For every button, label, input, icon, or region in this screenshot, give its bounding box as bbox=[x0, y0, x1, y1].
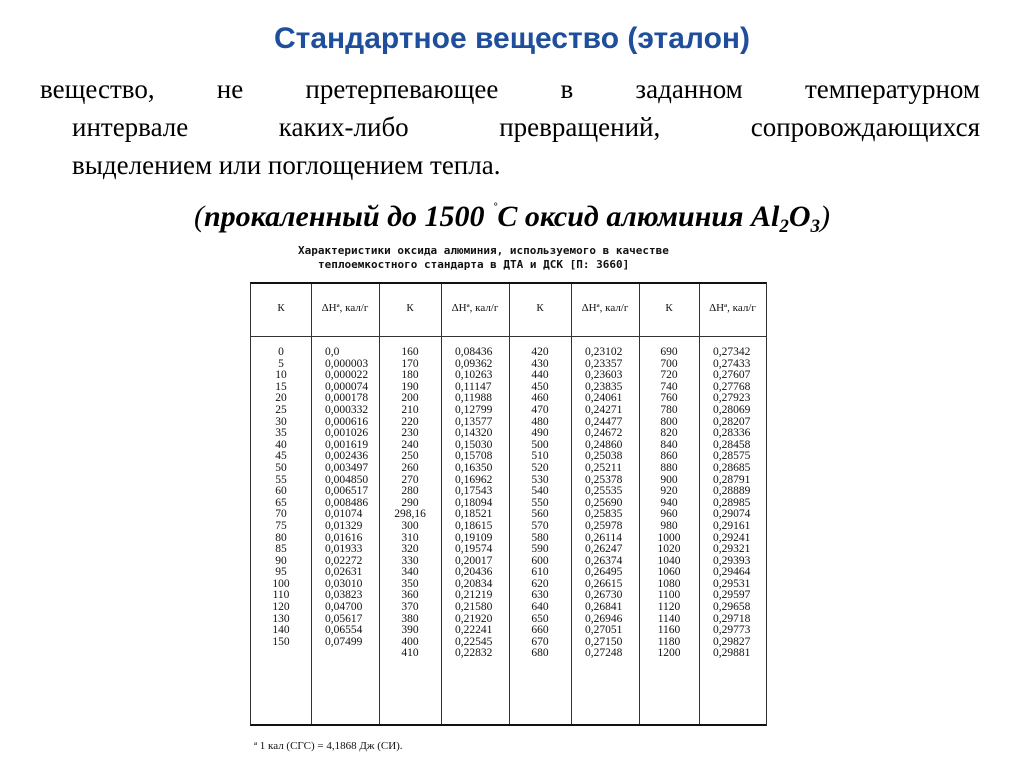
enthalpy-column-2 bbox=[441, 284, 509, 724]
table-cell-enthalpy: 0,29718 bbox=[713, 612, 751, 625]
table-cell-enthalpy: 0,25211 bbox=[585, 461, 622, 474]
k-cells-4 bbox=[639, 347, 699, 660]
table-cell-temperature: 90 bbox=[275, 554, 287, 567]
table-cell-temperature: 560 bbox=[531, 508, 549, 521]
table-cell-enthalpy: 0,26946 bbox=[585, 612, 623, 625]
table-cell-enthalpy: 0,27051 bbox=[585, 624, 623, 637]
header-k-2: К bbox=[406, 302, 414, 314]
table-cell-enthalpy: 0,29393 bbox=[713, 554, 751, 567]
table-cell-temperature: 280 bbox=[401, 485, 419, 498]
table-cell-enthalpy: 0,29597 bbox=[713, 589, 751, 602]
k-column-3 bbox=[509, 284, 571, 724]
table-cell-temperature: 290 bbox=[401, 496, 419, 509]
table-cell-enthalpy: 0,21580 bbox=[455, 601, 493, 614]
table-cell-enthalpy: 0,29321 bbox=[713, 543, 751, 556]
table-cell-temperature: 20 bbox=[275, 392, 287, 405]
table-caption bbox=[298, 244, 738, 272]
table-cell-temperature: 150 bbox=[272, 635, 290, 648]
table-cell-temperature: 490 bbox=[531, 427, 549, 440]
table-cell-enthalpy: 0,001619 bbox=[325, 438, 369, 451]
table-cell-temperature: 75 bbox=[275, 519, 287, 532]
table-cell-temperature: 260 bbox=[401, 461, 419, 474]
table-cell-enthalpy: 0,20834 bbox=[455, 577, 493, 590]
table-cell-temperature: 350 bbox=[401, 577, 419, 590]
table-cell-enthalpy: 0,27768 bbox=[713, 380, 751, 393]
table-cell-enthalpy: 0,03010 bbox=[325, 577, 363, 590]
table-cell-temperature: 210 bbox=[401, 403, 419, 416]
table-cell-temperature: 550 bbox=[531, 496, 549, 509]
table-cell-enthalpy: 0,27342 bbox=[713, 346, 751, 358]
table-cell-temperature: 670 bbox=[531, 635, 549, 648]
table-cell-temperature: 690 bbox=[660, 346, 678, 358]
table-cell-enthalpy: 0,004850 bbox=[325, 473, 369, 486]
table-cell-enthalpy: 0,04700 bbox=[325, 601, 363, 614]
formula-c-text: С оксид алюминия Al bbox=[497, 200, 780, 233]
table-cell-temperature: 510 bbox=[531, 450, 549, 463]
table-cell-temperature: 1140 bbox=[657, 612, 681, 625]
table-cell-enthalpy: 0,29161 bbox=[713, 519, 751, 532]
table-cell-temperature: 410 bbox=[401, 647, 419, 660]
table-cell-enthalpy: 0,24672 bbox=[585, 427, 623, 440]
table-cell-temperature: 840 bbox=[660, 438, 678, 451]
table-cell-enthalpy: 0,29658 bbox=[713, 601, 751, 614]
table-cell-enthalpy: 0,11147 bbox=[455, 380, 492, 393]
table-cell-temperature: 880 bbox=[660, 461, 678, 474]
table-cell-enthalpy: 0,28889 bbox=[713, 485, 751, 498]
table-cell-enthalpy: 0,09362 bbox=[455, 357, 493, 370]
table-cell-temperature: 40 bbox=[275, 438, 287, 451]
table-cell-enthalpy: 0,25535 bbox=[585, 485, 623, 498]
table-cell-enthalpy: 0,27150 bbox=[585, 635, 623, 648]
table-cell-temperature: 190 bbox=[401, 380, 419, 393]
table-cell-temperature: 160 bbox=[401, 346, 419, 358]
k-cells-3 bbox=[509, 347, 571, 660]
table-cell-temperature: 340 bbox=[401, 566, 419, 579]
table-cell-temperature: 30 bbox=[275, 415, 287, 428]
table-cell-temperature: 380 bbox=[401, 612, 419, 625]
table-cell-temperature: 760 bbox=[660, 392, 678, 405]
formula-degree: ˚ bbox=[492, 201, 498, 218]
table-cell-temperature: 25 bbox=[275, 403, 287, 416]
header-h-2: ΔHª, кал/г bbox=[451, 302, 499, 314]
slide-title: Стандартное вещество (эталон) bbox=[273, 22, 751, 55]
table-cell-temperature: 940 bbox=[660, 496, 678, 509]
table-cell-temperature: 570 bbox=[531, 519, 549, 532]
table-cell-temperature: 200 bbox=[401, 392, 419, 405]
table-cell-enthalpy: 0,27923 bbox=[713, 392, 751, 405]
table-cell-enthalpy: 0,18094 bbox=[455, 496, 493, 509]
table-cell-enthalpy: 0,14320 bbox=[455, 427, 493, 440]
table-cell-temperature: 100 bbox=[272, 577, 290, 590]
table-cell-enthalpy: 0,26615 bbox=[585, 577, 623, 590]
k-cells-1 bbox=[251, 347, 311, 648]
table-cell-temperature: 1200 bbox=[657, 647, 681, 660]
table-cell-enthalpy: 0,01616 bbox=[325, 531, 363, 544]
table-cell-enthalpy: 0,26114 bbox=[585, 531, 622, 544]
table-cell-temperature: 1160 bbox=[657, 624, 681, 637]
table-cell-enthalpy: 0,000178 bbox=[325, 392, 369, 405]
formula-open-paren: ( bbox=[193, 200, 204, 233]
table-caption-line-1: Характеристики оксида алюминия, используемого в качестве bbox=[298, 244, 669, 257]
table-cell-temperature: 720 bbox=[660, 369, 678, 382]
table-cell-temperature: 300 bbox=[401, 519, 419, 532]
table-cell-enthalpy: 0,28575 bbox=[713, 450, 751, 463]
table-cell-temperature: 140 bbox=[272, 624, 290, 637]
table-cell-enthalpy: 0,18615 bbox=[455, 519, 493, 532]
table-cell-temperature: 600 bbox=[531, 554, 549, 567]
table-cell-temperature: 360 bbox=[401, 589, 419, 602]
table-cell-temperature: 580 bbox=[531, 531, 549, 544]
header-k-4: К bbox=[665, 302, 673, 314]
table-cell-temperature: 520 bbox=[531, 461, 549, 474]
table-cell-enthalpy: 0,28458 bbox=[713, 438, 751, 451]
table-cell-temperature: 95 bbox=[275, 566, 287, 579]
table-cell-enthalpy: 0,21920 bbox=[455, 612, 493, 625]
table-cell-temperature: 800 bbox=[660, 415, 678, 428]
h-cells-4 bbox=[699, 347, 766, 660]
table-cell-enthalpy: 0,24271 bbox=[585, 403, 623, 416]
table-cell-enthalpy: 0,15030 bbox=[455, 438, 493, 451]
table-cell-temperature: 298,16 bbox=[394, 508, 426, 521]
table-cell-temperature: 45 bbox=[275, 450, 287, 463]
table-cell-enthalpy: 0,0 bbox=[325, 346, 340, 358]
table-cell-temperature: 1000 bbox=[657, 531, 681, 544]
table-cell-enthalpy: 0,29827 bbox=[713, 635, 751, 648]
table-cell-temperature: 65 bbox=[275, 496, 287, 509]
table-cell-enthalpy: 0,25835 bbox=[585, 508, 623, 521]
table-cell-enthalpy: 0,29531 bbox=[713, 577, 751, 590]
table-cell-enthalpy: 0,28685 bbox=[713, 461, 751, 474]
table-cell-enthalpy: 0,001026 bbox=[325, 427, 369, 440]
table-cell-enthalpy: 0,01329 bbox=[325, 519, 363, 532]
table-cell-temperature: 590 bbox=[531, 543, 549, 556]
table-cell-enthalpy: 0,26247 bbox=[585, 543, 623, 556]
enthalpy-column-1 bbox=[311, 284, 379, 724]
table-cell-temperature: 310 bbox=[401, 531, 419, 544]
formula-subscript-3: 3 bbox=[810, 216, 821, 237]
table-cell-temperature: 10 bbox=[275, 369, 287, 382]
header-h-4: ΔHª, кал/г bbox=[709, 302, 756, 314]
table-cell-enthalpy: 0,03823 bbox=[325, 589, 363, 602]
alumina-enthalpy-table bbox=[250, 282, 767, 726]
table-cell-enthalpy: 0,29881 bbox=[713, 647, 751, 660]
table-cell-enthalpy: 0,006517 bbox=[325, 485, 369, 498]
table-cell-temperature: 110 bbox=[272, 589, 290, 602]
table-cell-enthalpy: 0,23357 bbox=[585, 357, 623, 370]
k-column-4 bbox=[639, 284, 699, 724]
table-cell-temperature: 180 bbox=[401, 369, 419, 382]
table-cell-temperature: 1080 bbox=[657, 577, 681, 590]
table-cell-enthalpy: 0,01933 bbox=[325, 543, 363, 556]
k-cells-2 bbox=[379, 347, 441, 660]
table-cell-temperature: 860 bbox=[660, 450, 678, 463]
table-cell-temperature: 35 bbox=[275, 427, 287, 440]
table-cell-temperature: 960 bbox=[660, 508, 678, 521]
definition-line-2: интервале каких-либо превращений, сопровождающихся bbox=[72, 112, 980, 142]
table-cell-temperature: 630 bbox=[531, 589, 549, 602]
table-cell-enthalpy: 0,08436 bbox=[455, 346, 493, 358]
table-cell-temperature: 85 bbox=[275, 543, 287, 556]
table-cell-enthalpy: 0,000616 bbox=[325, 415, 369, 428]
table-cell-temperature: 440 bbox=[531, 369, 549, 382]
table-cell-enthalpy: 0,21219 bbox=[455, 589, 493, 602]
table-cell-temperature: 230 bbox=[401, 427, 419, 440]
table-cell-temperature: 540 bbox=[531, 485, 549, 498]
example-formula bbox=[0, 200, 1024, 238]
table-cell-temperature: 15 bbox=[275, 380, 287, 393]
formula-text: прокаленный до 1500 bbox=[203, 200, 493, 233]
table-cell-temperature: 1020 bbox=[657, 543, 681, 556]
table-cell-temperature: 680 bbox=[531, 647, 549, 660]
table-cell-enthalpy: 0,008486 bbox=[325, 496, 369, 509]
table-cell-temperature: 60 bbox=[275, 485, 287, 498]
table-cell-temperature: 660 bbox=[531, 624, 549, 637]
table-cell-temperature: 80 bbox=[275, 531, 287, 544]
table-cell-enthalpy: 0,06554 bbox=[325, 624, 363, 637]
table-cell-temperature: 370 bbox=[401, 601, 419, 614]
table-cell-temperature: 170 bbox=[401, 357, 419, 370]
table-cell-temperature: 420 bbox=[531, 346, 549, 358]
table-cell-enthalpy: 0,19109 bbox=[455, 531, 493, 544]
table-cell-enthalpy: 0,27248 bbox=[585, 647, 623, 660]
table-cell-enthalpy: 0,23102 bbox=[585, 346, 623, 358]
table-cell-enthalpy: 0,02631 bbox=[325, 566, 363, 579]
table-cell-enthalpy: 0,11988 bbox=[455, 392, 492, 405]
formula-close-paren: ) bbox=[820, 200, 831, 233]
table-cell-temperature: 1100 bbox=[657, 589, 681, 602]
table-cell-temperature: 270 bbox=[401, 473, 419, 486]
table-cell-temperature: 500 bbox=[531, 438, 549, 451]
table-caption-line-2: теплоемкостного стандарта в ДТА и ДСК [П: 3660] bbox=[318, 258, 630, 271]
table-cell-temperature: 0 bbox=[278, 346, 284, 358]
formula-oxygen: O bbox=[788, 200, 811, 233]
table-cell-enthalpy: 0,26730 bbox=[585, 589, 623, 602]
table-cell-temperature: 250 bbox=[401, 450, 419, 463]
header-h-3: ΔHª, кал/г bbox=[581, 302, 629, 314]
table-cell-enthalpy: 0,23835 bbox=[585, 380, 623, 393]
table-cell-temperature: 820 bbox=[660, 427, 678, 440]
h-cells-2 bbox=[441, 347, 509, 660]
table-cell-enthalpy: 0,26374 bbox=[585, 554, 623, 567]
table-cell-temperature: 320 bbox=[401, 543, 419, 556]
table-cell-enthalpy: 0,22545 bbox=[455, 635, 493, 648]
table-cell-enthalpy: 0,002436 bbox=[325, 450, 369, 463]
table-cell-temperature: 120 bbox=[272, 601, 290, 614]
header-k-1: К bbox=[277, 302, 285, 314]
table-cell-enthalpy: 0,003497 bbox=[325, 461, 369, 474]
table-cell-enthalpy: 0,000003 bbox=[325, 357, 369, 370]
table-cell-enthalpy: 0,28336 bbox=[713, 427, 751, 440]
header-h-1: ΔHª, кал/г bbox=[321, 302, 369, 314]
table-cell-temperature: 900 bbox=[660, 473, 678, 486]
table-cell-enthalpy: 0,27433 bbox=[713, 357, 751, 370]
table-cell-temperature: 220 bbox=[401, 415, 419, 428]
k-column-1 bbox=[251, 284, 311, 724]
definition-line-3: выделением или поглощением тепла. bbox=[72, 150, 501, 180]
table-cell-temperature: 130 bbox=[272, 612, 290, 625]
table-cell-enthalpy: 0,28791 bbox=[713, 473, 751, 486]
table-cell-enthalpy: 0,000074 bbox=[325, 380, 369, 393]
table-cell-enthalpy: 0,05617 bbox=[325, 612, 363, 625]
table-cell-enthalpy: 0,29773 bbox=[713, 624, 751, 637]
table-cell-temperature: 470 bbox=[531, 403, 549, 416]
table-cell-enthalpy: 0,18521 bbox=[455, 508, 493, 521]
table-cell-enthalpy: 0,29074 bbox=[713, 508, 751, 521]
table-cell-enthalpy: 0,16962 bbox=[455, 473, 493, 486]
table-cell-enthalpy: 0,17543 bbox=[455, 485, 493, 498]
table-cell-temperature: 390 bbox=[401, 624, 419, 637]
table-cell-enthalpy: 0,16350 bbox=[455, 461, 493, 474]
table-cell-temperature: 780 bbox=[660, 403, 678, 416]
table-cell-enthalpy: 0,27607 bbox=[713, 369, 751, 382]
table-cell-temperature: 460 bbox=[531, 392, 549, 405]
table-cell-temperature: 5 bbox=[278, 357, 284, 370]
table-cell-temperature: 740 bbox=[660, 380, 678, 393]
header-k-3: К bbox=[536, 302, 544, 314]
table-cell-temperature: 330 bbox=[401, 554, 419, 567]
table-cell-enthalpy: 0,25978 bbox=[585, 519, 623, 532]
table-cell-enthalpy: 0,28985 bbox=[713, 496, 751, 509]
table-cell-enthalpy: 0,25378 bbox=[585, 473, 623, 486]
table-cell-enthalpy: 0,29464 bbox=[713, 566, 751, 579]
table-cell-enthalpy: 0,23603 bbox=[585, 369, 623, 382]
table-cell-enthalpy: 0,01074 bbox=[325, 508, 363, 521]
table-cell-enthalpy: 0,24477 bbox=[585, 415, 623, 428]
table-cell-enthalpy: 0,29241 bbox=[713, 531, 751, 544]
table-cell-enthalpy: 0,000022 bbox=[325, 369, 369, 382]
table-cell-temperature: 400 bbox=[401, 635, 419, 648]
h-cells-1 bbox=[311, 347, 379, 648]
definition-line-1: вещество, не претерпевающее в заданном температурном bbox=[40, 74, 980, 104]
table-cell-temperature: 450 bbox=[531, 380, 549, 393]
table-cell-enthalpy: 0,24061 bbox=[585, 392, 623, 405]
table-cell-enthalpy: 0,20436 bbox=[455, 566, 493, 579]
table-cell-enthalpy: 0,22832 bbox=[455, 647, 493, 660]
table-cell-enthalpy: 0,26841 bbox=[585, 601, 623, 614]
enthalpy-column-4 bbox=[699, 284, 766, 724]
table-cell-enthalpy: 0,02272 bbox=[325, 554, 363, 567]
table-cell-temperature: 1180 bbox=[657, 635, 681, 648]
table-cell-temperature: 620 bbox=[531, 577, 549, 590]
table-cell-temperature: 240 bbox=[401, 438, 419, 451]
table-cell-enthalpy: 0,22241 bbox=[455, 624, 493, 637]
table-cell-enthalpy: 0,28207 bbox=[713, 415, 751, 428]
table-cell-enthalpy: 0,07499 bbox=[325, 635, 363, 648]
table-cell-temperature: 920 bbox=[660, 485, 678, 498]
table-cell-enthalpy: 0,25038 bbox=[585, 450, 623, 463]
table-cell-enthalpy: 0,13577 bbox=[455, 415, 493, 428]
table-cell-temperature: 1040 bbox=[657, 554, 681, 567]
table-cell-enthalpy: 0,000332 bbox=[325, 403, 369, 416]
table-cell-enthalpy: 0,10263 bbox=[455, 369, 493, 382]
table-cell-enthalpy: 0,24860 bbox=[585, 438, 623, 451]
table-cell-enthalpy: 0,20017 bbox=[455, 554, 493, 567]
definition-text bbox=[40, 70, 980, 184]
table-cell-temperature: 530 bbox=[531, 473, 549, 486]
k-column-2 bbox=[379, 284, 441, 724]
table-cell-enthalpy: 0,12799 bbox=[455, 403, 493, 416]
table-cell-temperature: 700 bbox=[660, 357, 678, 370]
table-cell-temperature: 430 bbox=[531, 357, 549, 370]
table-cell-temperature: 650 bbox=[531, 612, 549, 625]
table-cell-temperature: 610 bbox=[531, 566, 549, 579]
table-cell-enthalpy: 0,19574 bbox=[455, 543, 493, 556]
table-cell-enthalpy: 0,26495 bbox=[585, 566, 623, 579]
table-cell-temperature: 1120 bbox=[657, 601, 681, 614]
table-cell-temperature: 640 bbox=[531, 601, 549, 614]
table-cell-enthalpy: 0,25690 bbox=[585, 496, 623, 509]
table-cell-enthalpy: 0,28069 bbox=[713, 403, 751, 416]
table-cell-temperature: 980 bbox=[660, 519, 678, 532]
table-footnote: ª 1 кал (СГС) = 4,1868 Дж (СИ). bbox=[254, 740, 403, 752]
enthalpy-column-3 bbox=[571, 284, 639, 724]
table-cell-enthalpy: 0,15708 bbox=[455, 450, 493, 463]
table-cell-temperature: 50 bbox=[275, 461, 287, 474]
table-cell-temperature: 1060 bbox=[657, 566, 681, 579]
h-cells-3 bbox=[571, 347, 639, 660]
table-cell-temperature: 70 bbox=[275, 508, 287, 521]
table-cell-temperature: 55 bbox=[275, 473, 287, 486]
table-cell-temperature: 480 bbox=[531, 415, 549, 428]
formula-subscript-2: 2 bbox=[779, 216, 789, 237]
